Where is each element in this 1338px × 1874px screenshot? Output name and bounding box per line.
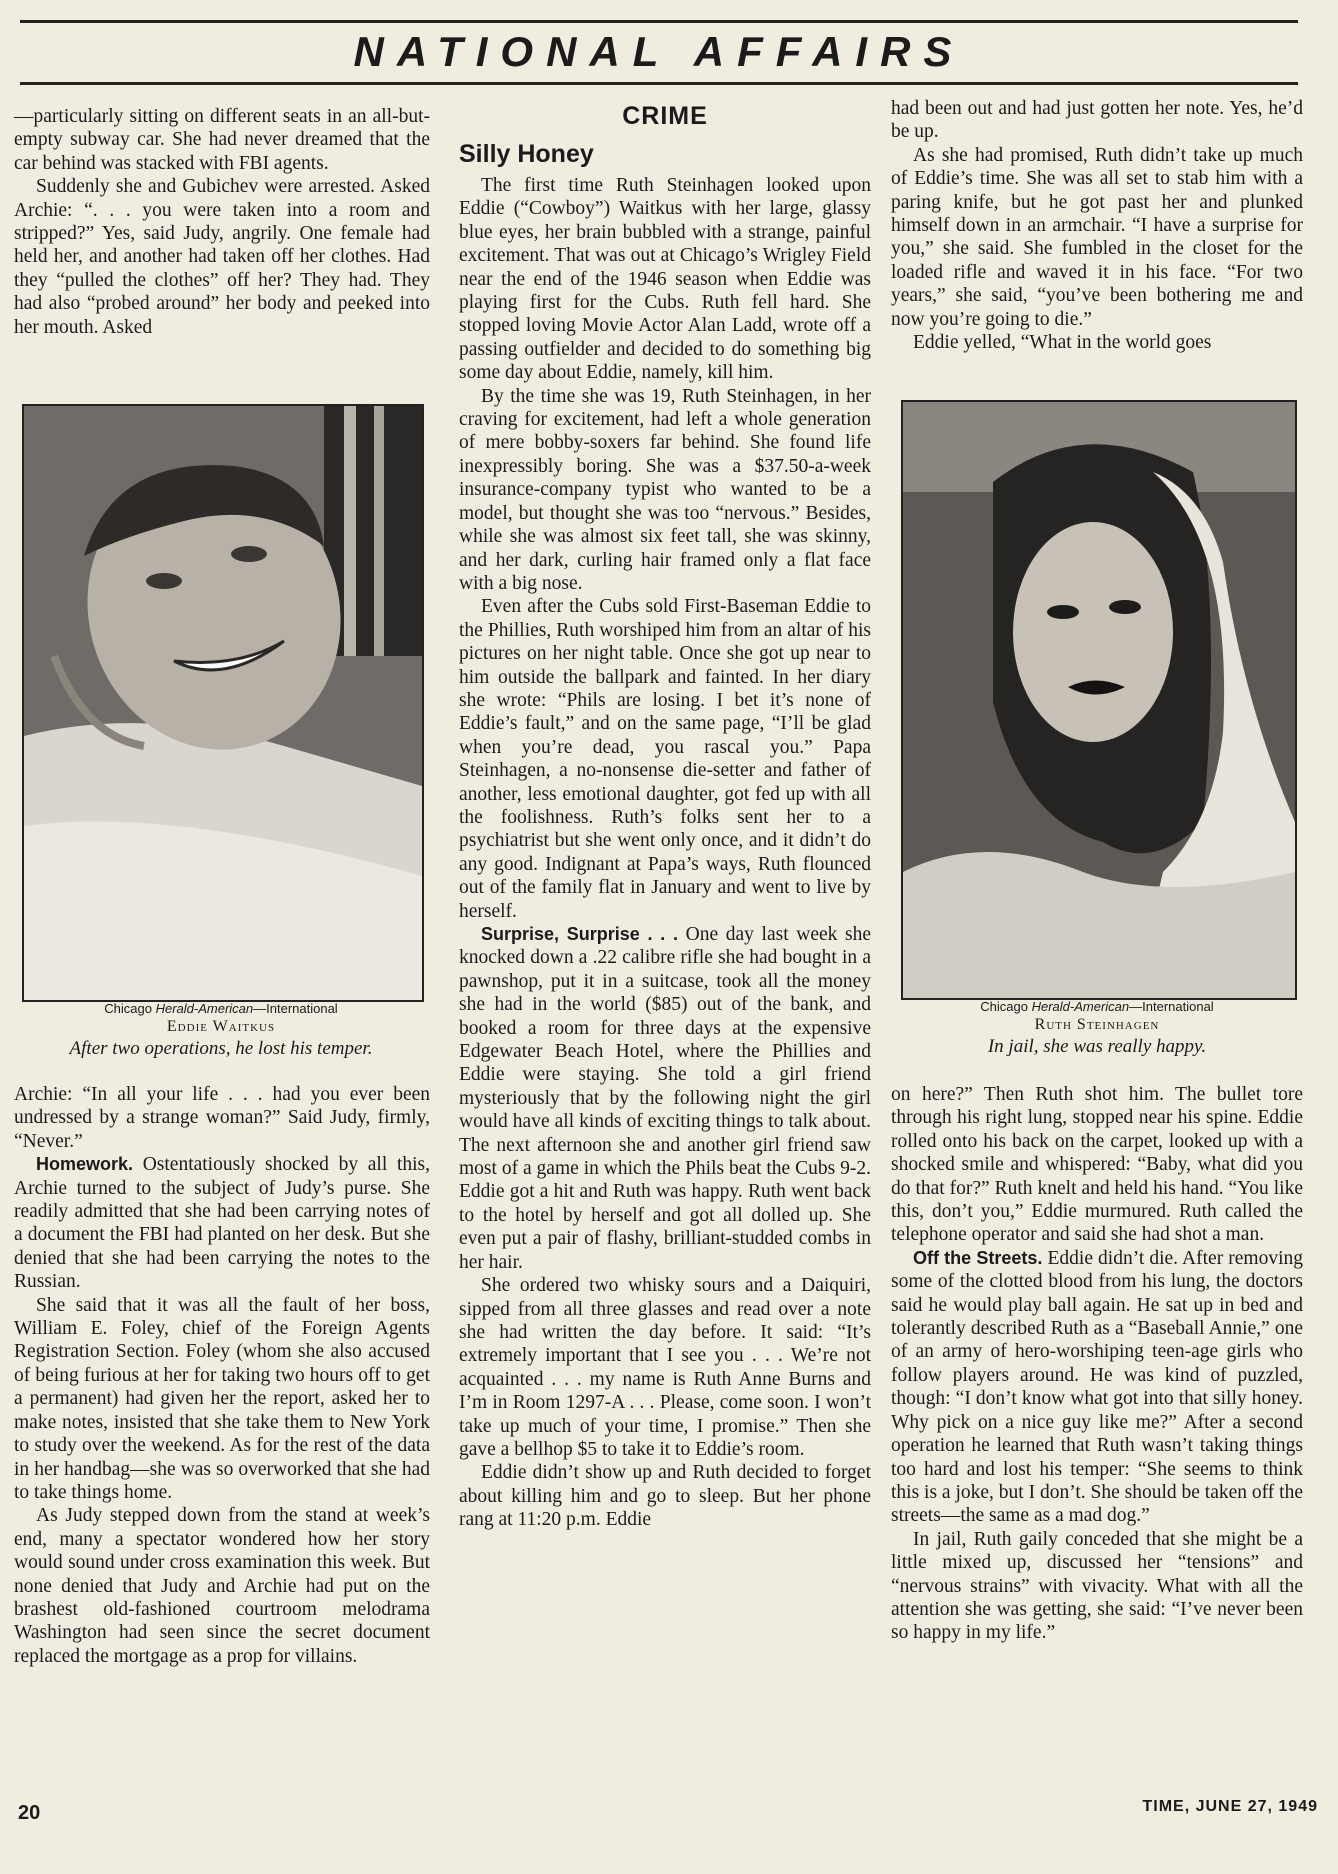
section-title: NATIONAL AFFAIRS xyxy=(353,28,965,75)
column-3-bottom xyxy=(891,1083,1303,1645)
paragraph: Even after the Cubs sold First-Baseman Eddie to the Phillies, Ruth worshiped him from an altar of his pictures on her night table. Once she got up near to him outside the ballpark and fainted. In her diary she wrote: “Phils are losing. I bet it’s none of Eddie’s fault,” and on the same page, “I’ll be glad when you’re dead, you rascal you.” Papa Steinhagen, a no-nonsense die-setter and father of another, less emotional daughter, got fed up with all the foolishness. Ruth’s folks sent her to a psychiatrist but she went only once, and it didn’t do any good. Indignant at Papa’s ways, Ruth flounced out of the family flat in January and went to live by herself. xyxy=(459,596,871,922)
paragraph: As Judy stepped down from the stand at week’s end, many a spectator wondered how her story would sound under cross examination this week. But none denied that Judy and Archie had put on the brashest old-fashioned courtroom melodrama Washington had seen since the secret document replaced the mortgage as a prop for villains. xyxy=(14,1505,430,1667)
portrait-image xyxy=(24,406,422,1000)
paragraph: In jail, Ruth gaily conceded that she might be a little mixed up, discussed her “tensions” and “nervous strains” with vivacity. What with all the attention she was getting, she said: “I’ve never been so happy in my life.” xyxy=(891,1528,1303,1644)
run-in-heading: Off the Streets. xyxy=(913,1247,1043,1268)
paragraph: Archie: “In all your life . . . had you ever been undressed by a strange woman?” Said Judy, firmly, “Never.” xyxy=(14,1084,430,1152)
issue-line: TIME, JUNE 27, 1949 xyxy=(1142,1798,1318,1815)
paragraph: The first time Ruth Steinhagen looked upon Eddie (“Cowboy”) Waitkus with her large, glassy blue eyes, her brain bubbled with a strange, painful excitement. That was out at Chicago’s Wrigley Field near the end of the 1946 season when Eddie was playing first for the Cubs. Ruth fell hard. She stopped loving Movie Actor Alan Ladd, wrote off a passing outfielder and decided to do something big some day about Eddie, namely, kill him. xyxy=(459,175,871,384)
article-headline: Silly Honey xyxy=(459,140,594,168)
paragraph: Eddie didn’t show up and Ruth decided to forget about killing him and go to sleep. But her phone rang at 11:20 p.m. Eddie xyxy=(459,1462,871,1531)
paragraph: Surprise, Surprise . . . One day last week she knocked down a .22 calibre rifle she had bought in a pawnshop, put it in a suitcase, took all the money she had in the world ($85) out of the bank, and booked a room for three days at the expensive Edgewater Beach Hotel, where the Phillies and Eddie were staying. She told a girl friend mysteriously that by the following night the girl would have all kinds of exciting things to talk about. The next afternoon she and another girl friend saw most of a game in which the Phils beat the Cubs 9-2. Eddie got a hit and Ruth was happy. Ruth went back to the hotel by herself and got all dolled up. She even put a pair of flashy, brilliant-studded combs in her hair. xyxy=(459,924,871,1273)
photo-1-caption xyxy=(22,1001,420,1061)
caption-text: After two operations, he lost his temper. xyxy=(69,1038,373,1059)
column-2 xyxy=(459,100,871,1532)
portrait-image xyxy=(903,402,1295,998)
caption-text: In jail, she was really happy. xyxy=(987,1036,1207,1057)
paragraph: on here?” Then Ruth shot him. The bullet tore through his right lung, stopped near his spine. Eddie rolled onto his back on the carpet, looked up with a shocked smile and whispered: “Baby, what did you do that for?” Ruth knelt and held his hand. “You like this, don’t you,” Eddie murmured. Ruth called the telephone operator and said she had shot a man. xyxy=(891,1084,1303,1246)
paragraph: Suddenly she and Gubichev were arrested. Asked Archie: “. . . you were taken into a room and stripped?” Yes, said Judy, angrily. One female had held her, and another had taken off her clothes. Had they “pulled the clothes” off her? They had. They had also “probed around” her body and peeked into her mouth. Asked xyxy=(14,176,430,338)
paragraph: She said that it was all the fault of her boss, William E. Foley, chief of the Foreign Agents Registration Section. Foley (whom she also accused of being furious at her for taking two hours off to get a permanent) had given her the report, asked her to make notes, insisted that she take them to New York to study over the weekend. As for the rest of the data in her handbag—she was so overworked that she had to take things home. xyxy=(14,1294,430,1503)
paragraph: had been out and had just gotten her note. Yes, he’d be up. xyxy=(891,98,1303,143)
photo-credit: Chicago Herald-American—International xyxy=(980,999,1214,1014)
photo-2-caption xyxy=(901,999,1293,1059)
column-1-bottom xyxy=(14,1083,430,1668)
run-in-heading: Surprise, Surprise . . . xyxy=(481,924,679,944)
section-kicker: CRIME xyxy=(622,102,708,130)
paragraph: Off the Streets. Eddie didn’t die. After removing some of the clotted blood from his lung, the doctors said he would play ball again. He sat up in bed and tolerantly described Ruth as a “Baseball Annie,” one of an army of hero-worshiping teen-age girls who follow players around. He was kind of puzzled, though: “I don’t know what got into that silly honey. Why pick on a nice guy like me?” After a second operation he learned that Ruth wasn’t taking things too hard and lost his temper: “She seems to think this is a joke, but I don’t. She should be taken off the streets—the same as a mad dog.” xyxy=(891,1247,1303,1527)
header-top-rule xyxy=(20,20,1298,23)
caption-name: Ruth Steinhagen xyxy=(1034,1016,1160,1033)
paragraph: Eddie yelled, “What in the world goes xyxy=(913,332,1212,354)
caption-name: Eddie Waitkus xyxy=(166,1018,276,1035)
paragraph: Homework. Ostentatiously shocked by all this, Archie turned to the subject of Judy’s purse. She readily admitted that she had been carrying notes of a document the FBI had planted on her desk. But she denied that she had been carrying the notes to the Russian. xyxy=(14,1154,430,1293)
paragraph: By the time she was 19, Ruth Steinhagen, in her craving for excitement, had left a whole generation of mere bobby-soxers far behind. She found life inexpressibly boring. She was a $37.50-a-week insurance-company typist who wanted to be a model, but thought she was too “nervous.” Besides, while she was almost six feet tall, she was skinny, and her dark, curling hair framed only a flat face with a big nose. xyxy=(459,385,871,594)
column-3-top xyxy=(891,97,1303,354)
column-1-top xyxy=(14,105,430,339)
paragraph: As she had promised, Ruth didn’t take up much of Eddie’s time. She was all set to stab him with a paring knife, but he got past her and plunked himself down in an armchair. “I have a surprise for you,” she said. She fumbled in the closet for the loaded rifle and waved it in his face. “For two years,” she said, “you’ve been bothering me and now you’re going to die.” xyxy=(891,144,1303,330)
paragraph: —particularly sitting on different seats in an all-but-empty subway car. She had never dreamed that the car behind was stacked with FBI agents. xyxy=(14,106,430,174)
photo-eddie-waitkus xyxy=(22,404,424,1002)
run-in-heading: Homework. xyxy=(36,1154,134,1175)
header-bottom-rule xyxy=(20,82,1298,85)
page-number: 20 xyxy=(18,1802,41,1824)
paragraph: She ordered two whisky sours and a Daiquiri, sipped from all three glasses and read over a note she had written the day before. It said: “It’s extremely important that I see you . . . We’re not acquainted . . . my name is Ruth Anne Burns and I’m in Room 1297-A . . . Please, come soon. I won’t take up much of your time, I promise.” Then she gave a bellhop $5 to take it to Eddie’s room. xyxy=(459,1275,871,1460)
photo-credit: Chicago Herald-American—International xyxy=(104,1001,338,1016)
photo-ruth-steinhagen xyxy=(901,400,1297,1000)
